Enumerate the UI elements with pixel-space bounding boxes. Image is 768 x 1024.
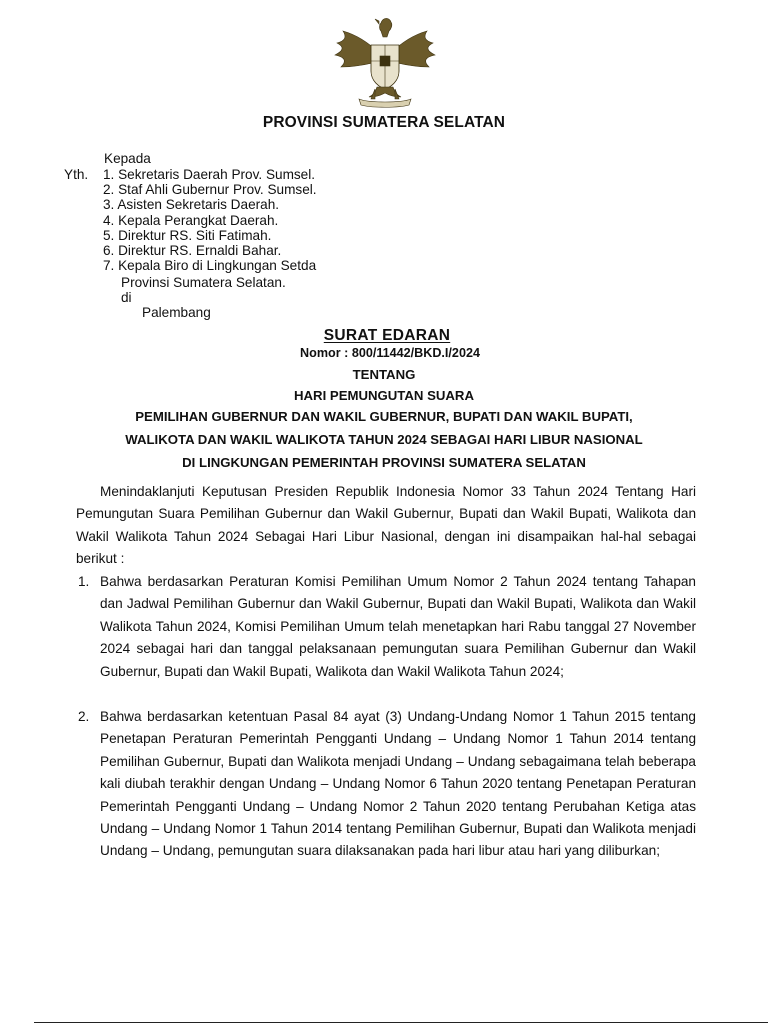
province-heading: PROVINSI SUMATERA SELATAN — [262, 114, 506, 131]
garuda-pancasila-emblem-icon — [329, 13, 441, 109]
subject-line-3: WALIKOTA DAN WAKIL WALIKOTA TAHUN 2024 SEBAGAI HARI LIBUR NASIONAL — [125, 432, 643, 447]
city-label: Palembang — [142, 305, 211, 320]
subject-line-1: HARI PEMUNGUTAN SUARA — [294, 388, 474, 403]
tentang-label: TENTANG — [352, 367, 416, 382]
document-title: SURAT EDARAN — [323, 327, 451, 344]
item-number: 1. — [78, 574, 90, 589]
recipient-item: 4. Kepala Perangkat Daerah. — [103, 212, 279, 228]
yth-label: Yth. — [64, 167, 89, 182]
item-paragraph: Bahwa berdasarkan Peraturan Komisi Pemilihan Umum Nomor 2 Tahun 2024 tentang Tahapan dan Jadwal Pemilihan Gubernur dan Wakil Gubernur, Bupati dan Wakil Bupati, Walikota dan Wakil Walikota Tahun 2024, Komisi Pemilihan Umum telah menetapkan hari Rabu tanggal 27 November 2024 sebagai hari dan tanggal pelaksanaan pemungutan suara Pemilihan Gubernur dan Wakil Gubernur, Bupati dan Wakil Bupati, Walikota dan Wakil Walikota Tahun 2024; — [100, 574, 696, 679]
kepada-label: Kepada — [104, 151, 151, 166]
item-paragraph: Bahwa berdasarkan ketentuan Pasal 84 ayat (3) Undang-Undang Nomor 1 Tahun 2015 tentang Penetapan Peraturan Pemerintah Pengganti Undang – Undang Nomor 1 Tahun 2014 tentang Pemilihan Gubernur, Bupati dan Walikota menjadi Undang – Undang sebagaimana telah beberapa kali diubah terakhir dengan Undang – Undang Nomor 6 Tahun 2020 tentang Penetapan Peraturan Pemerintah Pengganti Undang – Undang Nomor 2 Tahun 2020 tentang Perubahan Ketiga atas Undang – Undang Nomor 1 Tahun 2014 tentang Pemilihan Gubernur, Bupati dan Walikota menjadi Undang – Undang, pemungutan suara dilaksanakan pada hari libur atau hari yang diliburkan; — [100, 709, 696, 859]
item-number: 2. — [78, 709, 90, 724]
subject-line-2: PEMILIHAN GUBERNUR DAN WAKIL GUBERNUR, BUPATI DAN WAKIL BUPATI, — [135, 409, 633, 424]
intro-paragraph: Menindaklanjuti Keputusan Presiden Republik Indonesia Nomor 33 Tahun 2024 Tentang Hari Pemungutan Suara Pemilihan Gubernur dan Wakil Gubernur, Bupati dan Wakil Bupati, Walikota dan Wakil Walikota Tahun 2024 Sebagai Hari Libur Nasional, dengan ini disampaikan hal-hal sebagai berikut : — [76, 484, 696, 567]
recipient-item: 3. Asisten Sekretaris Daerah. — [103, 197, 280, 213]
recipient-continuation: Provinsi Sumatera Selatan. — [121, 275, 286, 290]
recipient-item: 2. Staf Ahli Gubernur Prov. Sumsel. — [103, 182, 317, 198]
di-label: di — [121, 290, 132, 305]
recipient-item: 6. Direktur RS. Ernaldi Bahar. — [103, 243, 282, 259]
document-number: Nomor : 800/11442/BKD.I/2024 — [300, 346, 480, 360]
recipient-item: 5. Direktur RS. Siti Fatimah. — [103, 227, 272, 243]
recipient-item: 7. Kepala Biro di Lingkungan Setda — [103, 258, 317, 274]
recipient-list — [103, 167, 317, 273]
recipient-item: 1. Sekretaris Daerah Prov. Sumsel. — [103, 167, 316, 182]
page-bottom-rule — [34, 1022, 768, 1023]
subject-line-4: DI LINGKUNGAN PEMERINTAH PROVINSI SUMATERA SELATAN — [182, 455, 586, 470]
